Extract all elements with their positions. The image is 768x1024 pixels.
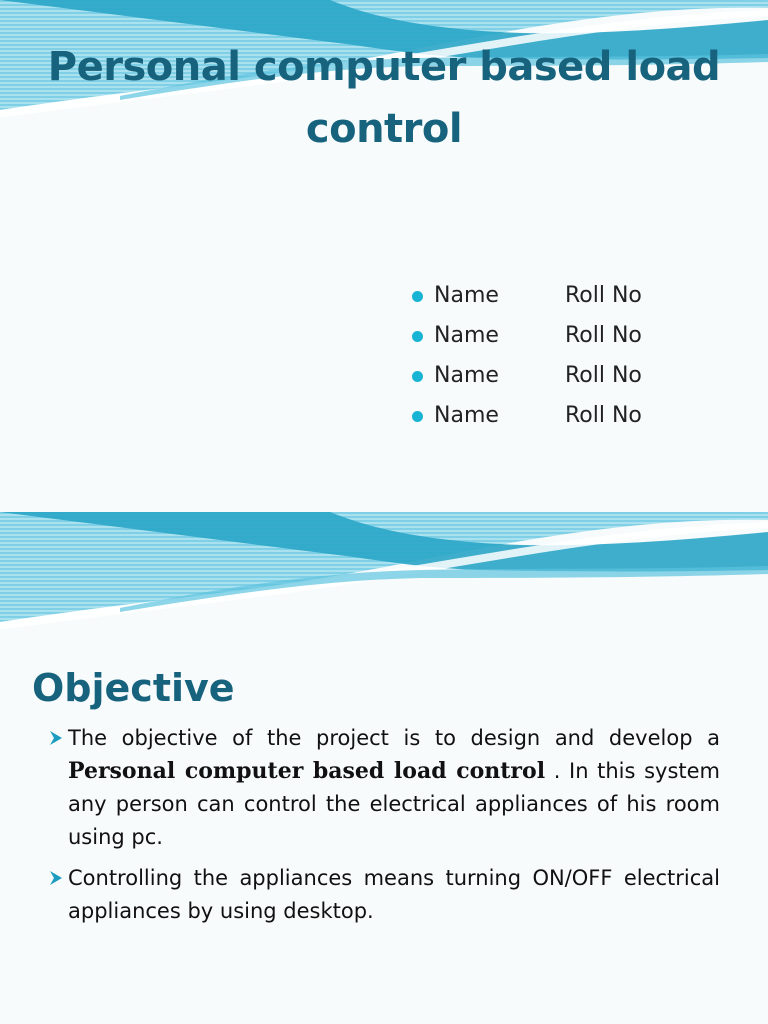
objective-slide xyxy=(0,512,768,1024)
slide-title xyxy=(30,36,738,160)
member-name: Name xyxy=(434,323,499,348)
section-heading: Objective xyxy=(32,666,235,710)
member-row xyxy=(410,280,642,320)
bullet-dot-icon xyxy=(412,411,423,422)
member-row xyxy=(410,360,642,400)
objective-list xyxy=(48,722,720,936)
member-row xyxy=(410,400,642,440)
member-row xyxy=(410,320,642,360)
bullet-dot-icon xyxy=(412,331,423,342)
objective-text-after: . In this system any person can control the electrical appliances of his room using pc. xyxy=(68,759,720,849)
objective-emphasis: Personal computer based load control xyxy=(68,758,546,784)
member-roll: Roll No xyxy=(565,403,642,428)
bullet-dot-icon xyxy=(412,371,423,382)
member-list xyxy=(410,280,642,440)
arrow-bullet-icon xyxy=(48,870,64,886)
member-name: Name xyxy=(434,283,499,308)
member-roll: Roll No xyxy=(565,323,642,348)
wave-decoration xyxy=(0,512,768,662)
bullet-dot-icon xyxy=(412,291,423,302)
objective-item xyxy=(48,862,720,928)
objective-text-before: The objective of the project is to design and develop a xyxy=(68,726,720,750)
member-roll: Roll No xyxy=(565,363,642,388)
arrow-bullet-icon xyxy=(48,730,64,746)
slide-title-line1: Personal computer based load xyxy=(47,44,721,90)
slide-title-line2: control xyxy=(305,106,463,152)
member-roll: Roll No xyxy=(565,283,642,308)
objective-item xyxy=(48,722,720,854)
member-name: Name xyxy=(434,403,499,428)
member-name: Name xyxy=(434,363,499,388)
objective-text: Controlling the appliances means turning ON/OFF electrical appliances by using desktop. xyxy=(68,866,720,923)
